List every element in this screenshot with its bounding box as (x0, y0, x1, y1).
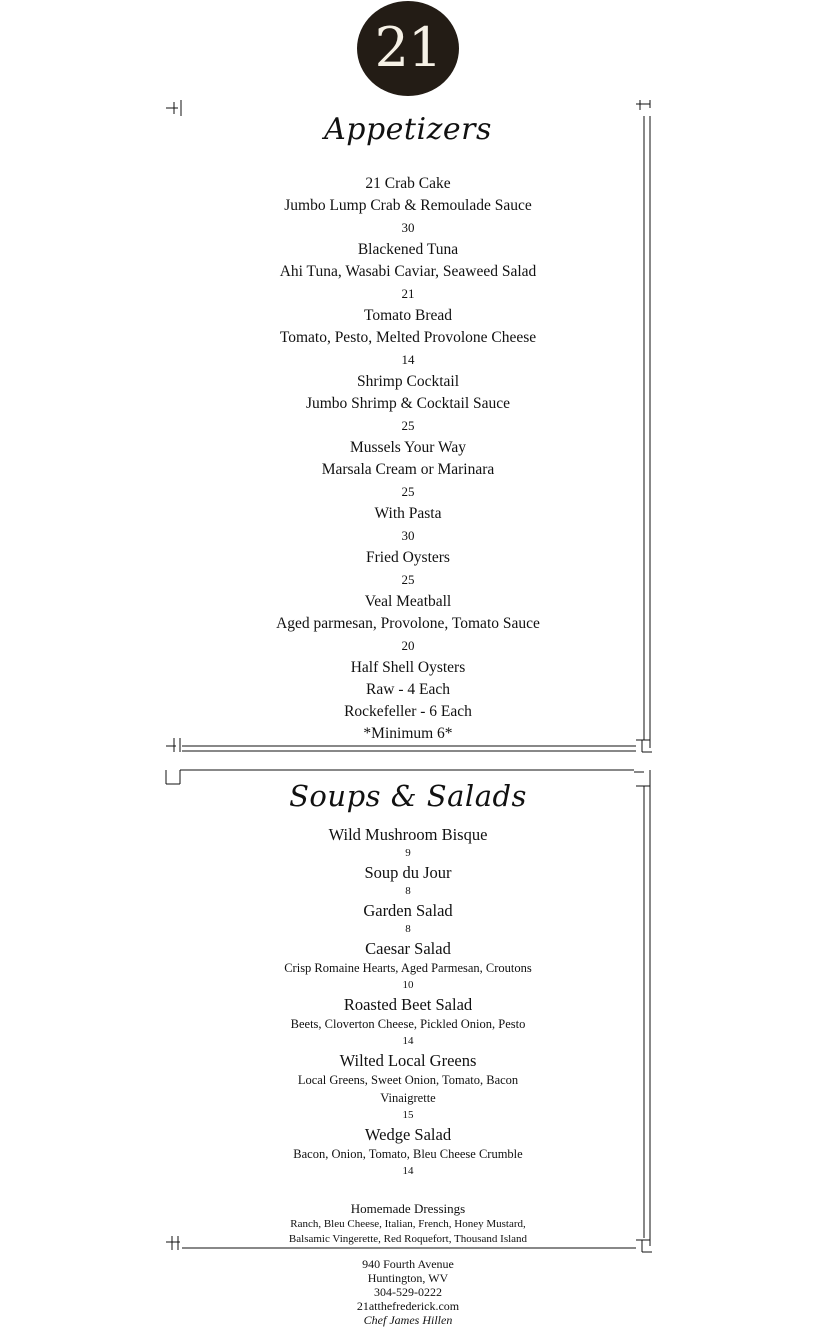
menu-item-name: Wild Mushroom Bisque (328, 825, 488, 844)
appetizer-line: Blackened Tuna (357, 241, 459, 258)
appetizer-price: 25 (401, 484, 415, 499)
appetizers-title: Appetizers (324, 112, 492, 147)
appetizer-line: Marsala Cream or Marinara (321, 461, 495, 478)
menu-item-price: 10 (402, 979, 414, 991)
footer-chef: Chef James Hillen (363, 1313, 453, 1327)
restaurant-logo (357, 1, 459, 96)
menu-item-price: 9 (405, 847, 411, 859)
footer (0, 1257, 816, 1327)
appetizer-line: Ahi Tuna, Wasabi Caviar, Seaweed Salad (279, 263, 537, 280)
appetizer-line: With Pasta (374, 505, 442, 522)
menu-item-price: 14 (402, 1035, 414, 1047)
footer-city: Huntington, WV (367, 1271, 449, 1285)
appetizer-price: 14 (401, 352, 415, 367)
menu-item-description: Local Greens, Sweet Onion, Tomato, Bacon (297, 1073, 519, 1087)
appetizer-line: Half Shell Oysters (350, 659, 466, 676)
footer-phone[interactable]: 304-529-0222 (374, 1285, 442, 1299)
dressings-line: Ranch, Bleu Cheese, Italian, French, Honey Mustard, (290, 1218, 526, 1230)
menu-item-name: Caesar Salad (365, 939, 451, 958)
menu-item-description: Beets, Cloverton Cheese, Pickled Onion, Pesto (290, 1017, 526, 1031)
appetizer-price: 21 (401, 286, 415, 301)
soups-list (0, 824, 816, 1180)
appetizer-line: Veal Meatball (364, 593, 452, 610)
menu-item-name: Soup du Jour (364, 863, 452, 882)
appetizer-line: Jumbo Lump Crab & Remoulade Sauce (284, 197, 532, 214)
footer-address: 940 Fourth Avenue (362, 1257, 454, 1271)
soups-title: Soups & Salads (289, 779, 527, 813)
menu-item-price: 8 (405, 923, 411, 935)
appetizer-line: Raw - 4 Each (366, 681, 450, 698)
appetizer-line: Aged parmesan, Provolone, Tomato Sauce (276, 615, 540, 632)
appetizers-list (0, 173, 816, 745)
appetizer-line: *Minimum 6* (363, 725, 453, 742)
menu-item-name: Garden Salad (363, 901, 453, 920)
dressings-line: Balsamic Vingerette, Red Roquefort, Thousand Island (288, 1233, 528, 1245)
menu-item-name: Roasted Beet Salad (343, 995, 473, 1014)
appetizer-line: Tomato Bread (363, 307, 452, 324)
dressings-title: Homemade Dressings (350, 1201, 466, 1216)
appetizer-line: Tomato, Pesto, Melted Provolone Cheese (279, 329, 537, 346)
appetizer-line: Rockefeller - 6 Each (344, 703, 472, 720)
appetizer-price: 20 (401, 638, 415, 653)
menu-item-description: Bacon, Onion, Tomato, Bleu Cheese Crumble (293, 1147, 523, 1161)
menu-item-price: 14 (402, 1165, 414, 1177)
menu-item-price: 8 (405, 885, 411, 897)
appetizer-line: Mussels Your Way (349, 439, 467, 456)
logo-text: 21 (374, 15, 442, 79)
dressings-block (0, 1201, 816, 1247)
footer-website[interactable]: 21atthefrederick.com (356, 1299, 460, 1313)
appetizer-price: 30 (401, 528, 415, 543)
appetizer-line: Jumbo Shrimp & Cocktail Sauce (305, 395, 511, 412)
menu-item-description: Crisp Romaine Hearts, Aged Parmesan, Croutons (284, 961, 532, 975)
menu-item-name: Wedge Salad (364, 1125, 452, 1144)
appetizer-price: 30 (401, 220, 415, 235)
menu-item-price: 15 (402, 1109, 414, 1121)
appetizer-price: 25 (401, 418, 415, 433)
appetizer-line: Fried Oysters (366, 549, 450, 566)
menu-item-description: Vinaigrette (380, 1091, 436, 1105)
appetizer-line: 21 Crab Cake (365, 175, 451, 192)
menu-item-name: Wilted Local Greens (339, 1051, 477, 1070)
appetizer-price: 25 (401, 572, 415, 587)
appetizer-line: Shrimp Cocktail (356, 373, 460, 390)
